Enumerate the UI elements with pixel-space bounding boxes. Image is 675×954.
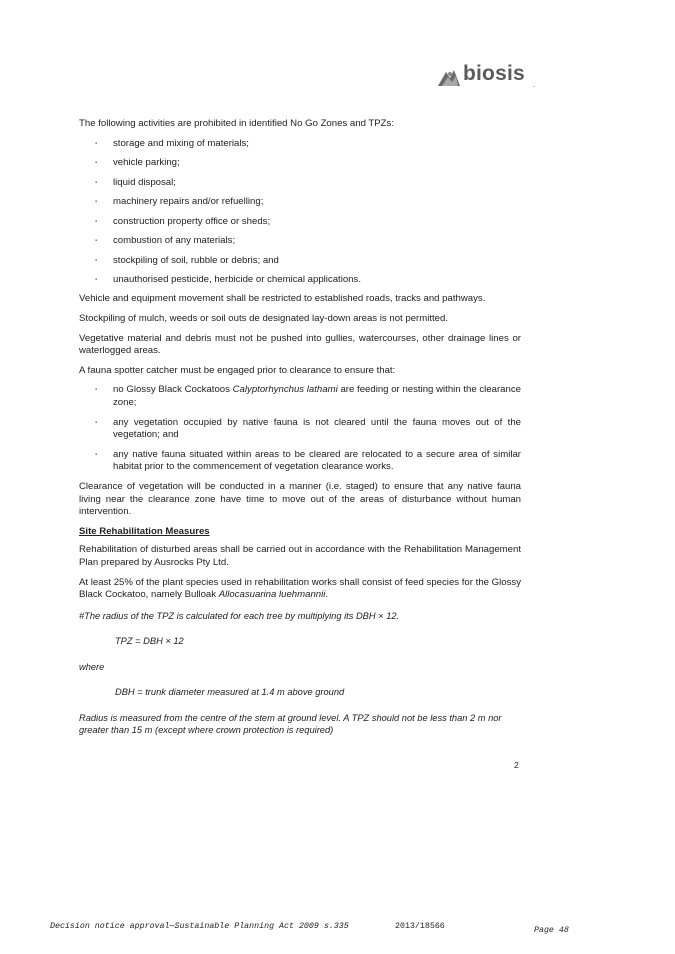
paragraph-text: At least 25% of the plant species used in rehabilitation works shall consist of feed species for the Glossy Black Cockatoo, namely Bulloak (79, 576, 521, 601)
tpz-formula: TPZ = DBH × 12 (115, 636, 184, 647)
list-item: ▪ any native fauna situated within areas to be cleared are relocated to a secure area of similar habitat prior to the commencement of vegetation clearance works. (79, 449, 521, 474)
list-item: ▪ stockpiling of soil, rubble or debris; and (79, 255, 521, 268)
radius-note: Radius is measured from the centre of the stem at ground level. A TPZ should not be less than 2 m nor greater than 15 m (except where crown protection is required) (79, 712, 502, 736)
list-item: ▪ liquid disposal; (79, 177, 521, 190)
rehabilitation-paragraph: Rehabilitation of disturbed areas shall be carried out in accordance with the Rehabilitation Management Plan prepared by Ausrocks Pty Ltd. (79, 544, 521, 568)
footer-page: Page 48 (534, 926, 569, 935)
where-label: where (79, 661, 105, 672)
vehicle-paragraph: Vehicle and equipment movement shall be restricted to established roads, tracks and pathways. (79, 293, 486, 305)
list-item: ▪ construction property office or sheds; (79, 216, 521, 229)
item-text: no Glossy Black Cockatoos (113, 384, 233, 396)
list-item: ▪ storage and mixing of materials; (79, 138, 521, 151)
section-heading: Site Rehabilitation Measures (79, 525, 210, 537)
tpz-notes (79, 610, 521, 749)
species-name: Calyptorhynchus lathami (232, 384, 338, 396)
stockpiling-paragraph: Stockpiling of mulch, weeds or soil outs de designated lay-down areas is not permitted. (79, 313, 449, 325)
vegetative-paragraph: Vegetative material and debris must not be pushed into gullies, watercourses, other drainage lines or waterlogged areas. (79, 332, 521, 357)
footer-document-number: 2013/18566 (395, 922, 445, 931)
prohibited-activities-list (79, 138, 521, 287)
species-paragraph (79, 577, 521, 602)
logo-dot: . (533, 80, 536, 89)
fauna-conditions-list (79, 384, 521, 474)
biosis-logo (436, 62, 536, 92)
clearance-paragraph: Clearance of vegetation will be conducted in a manner (i.e. staged) to ensure that any native fauna living near the clearance zone have time to move out of the areas of disturbance without human intervention. (79, 481, 521, 518)
list-item: ▪ any vegetation occupied by native fauna is not cleared until the fauna moves out of the vegetation; and (79, 417, 521, 442)
dbh-definition: DBH = trunk diameter measured at 1.4 m above ground (115, 687, 345, 698)
list-item: ▪ machinery repairs and/or refuelling; (79, 196, 521, 209)
tpz-note: #The radius of the TPZ is calculated for each tree by multiplying its DBH × 12. (79, 611, 400, 621)
list-item (79, 384, 521, 409)
page-number: 2 (514, 760, 519, 770)
footer-reference: Decision notice approval—Sustainable Planning Act 2009 s.335 (50, 922, 349, 931)
species-name: Allocasuarina luehmannii (218, 589, 326, 601)
paragraph-text: . (325, 589, 329, 601)
list-item: ▪ combustion of any materials; (79, 235, 521, 248)
intro-text: The following activities are prohibited in identified No Go Zones and TPZs: (79, 118, 394, 129)
fauna-paragraph: A fauna spotter catcher must be engaged prior to clearance to ensure that: (79, 364, 396, 376)
document-body (79, 118, 521, 609)
list-item: ▪ vehicle parking; (79, 157, 521, 170)
logo-wordmark: biosis (463, 62, 525, 85)
biosis-bird-icon (436, 66, 462, 88)
list-item: ▪ unauthorised pesticide, herbicide or chemical applications. (79, 274, 521, 287)
item-text: are feeding or nesting within the clearance zone; (113, 384, 521, 409)
